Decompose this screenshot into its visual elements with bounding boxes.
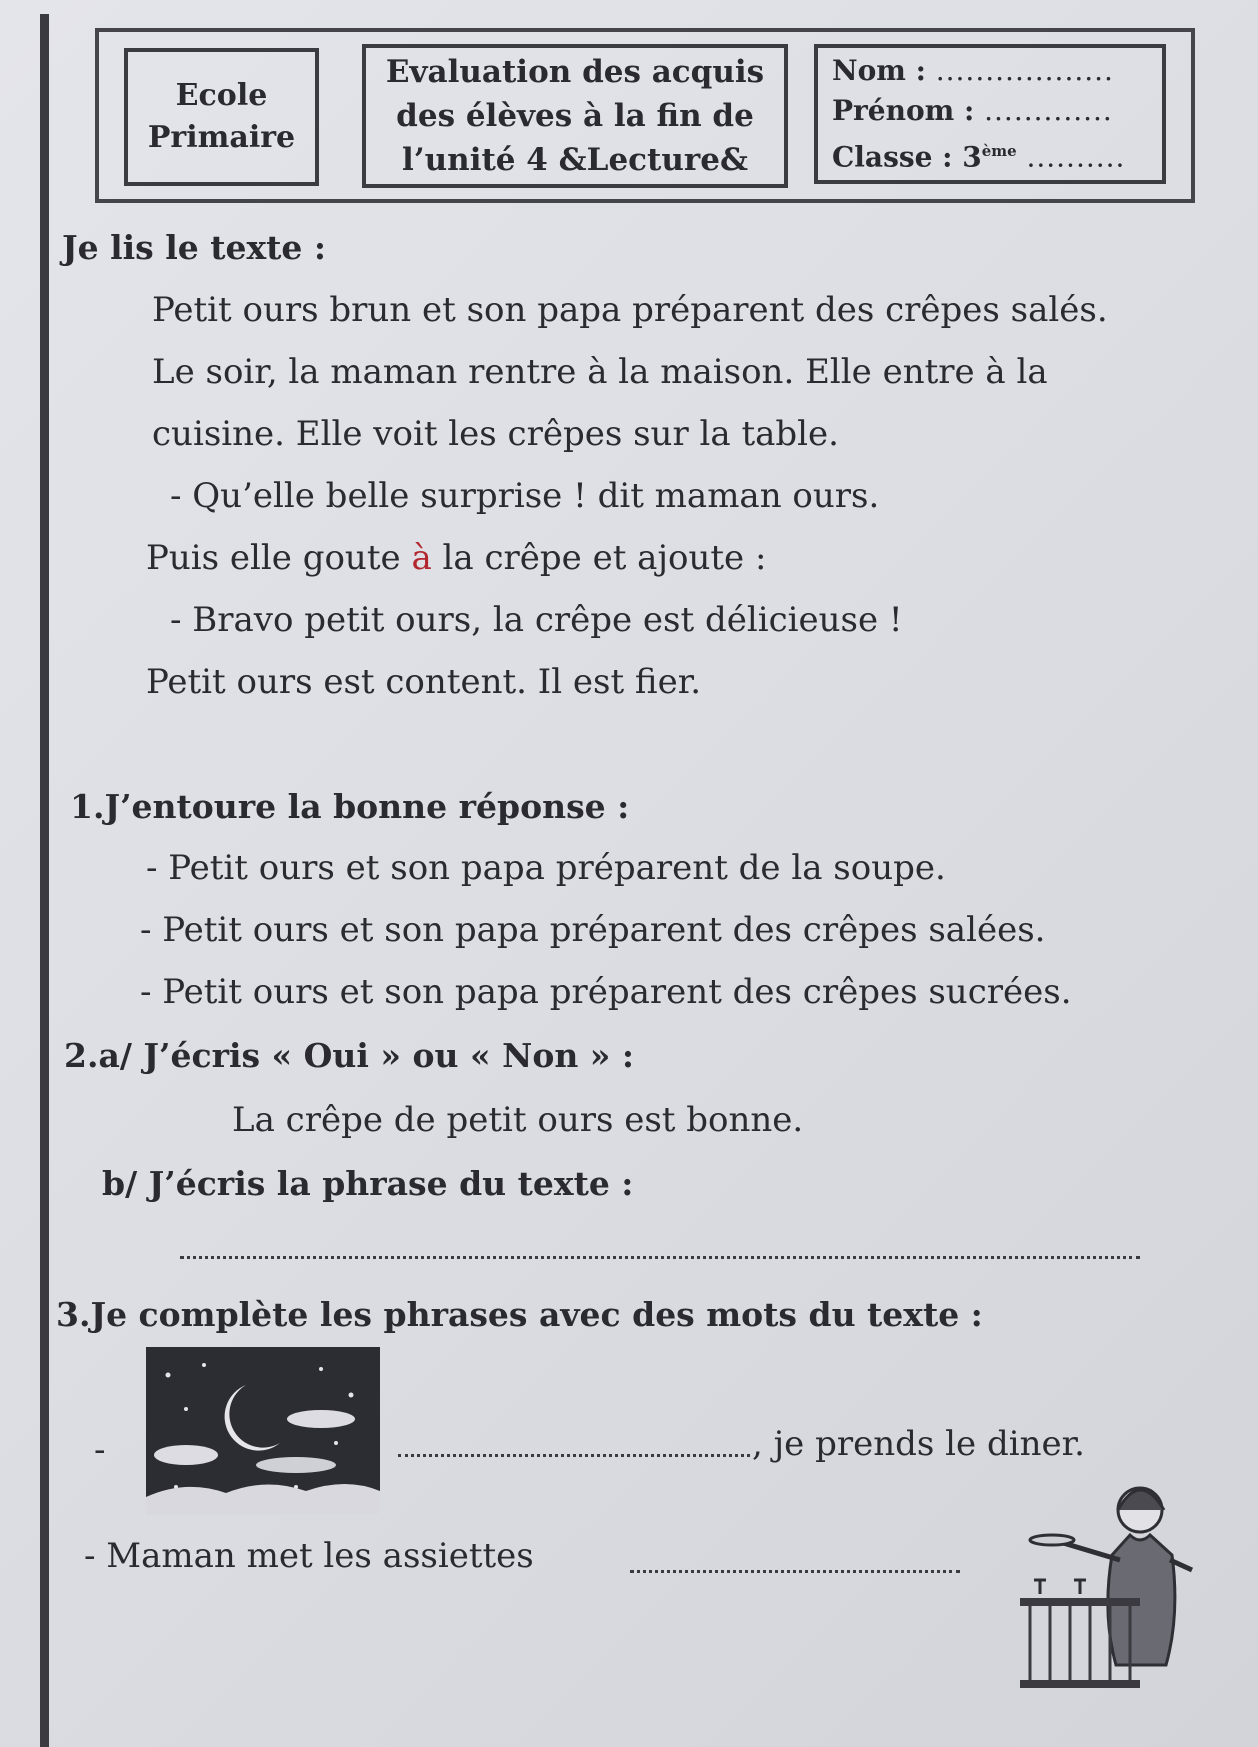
classe-blank[interactable]: ..........	[1026, 140, 1126, 174]
classe-label: Classe : 3	[832, 140, 982, 174]
student-id-box	[814, 44, 1166, 184]
prenom-label: Prénom :	[832, 93, 975, 127]
reading-line-3: cuisine. Elle voit les crêpes sur la table.	[152, 414, 839, 454]
nom-row[interactable]	[832, 51, 1162, 91]
q2a-sentence[interactable]: La crêpe de petit ours est bonne.	[232, 1100, 804, 1140]
nom-label: Nom :	[832, 53, 926, 87]
q3-sentence-1-end: , je prends le diner.	[752, 1424, 1085, 1464]
reading-line-7: Petit ours est content. Il est fier.	[146, 662, 702, 702]
eval-line-2: des élèves à la fin de	[396, 98, 754, 134]
evaluation-title-box	[362, 44, 788, 188]
prenom-blank[interactable]: .............	[984, 93, 1113, 127]
q3-blank-1[interactable]	[398, 1454, 750, 1457]
eval-line-3: l’unité 4 &Lecture&	[402, 142, 748, 178]
q2a-heading: 2.a/ J’écris « Oui » ou « Non » :	[64, 1036, 635, 1075]
reading-line-6: - Bravo petit ours, la crêpe est délicieuse !	[170, 600, 903, 640]
reading-heading: Je lis le texte :	[62, 228, 327, 267]
q3-blank-2[interactable]	[630, 1570, 960, 1573]
left-margin-rule	[40, 14, 49, 1747]
nom-blank[interactable]: ..................	[935, 53, 1114, 87]
school-line-1: Ecole	[175, 78, 268, 113]
q1-option-2[interactable]: - Petit ours et son papa préparent des crêpes salées.	[140, 910, 1046, 950]
woman-setting-table-image	[1020, 1480, 1210, 1695]
classe-row[interactable]	[832, 131, 1162, 177]
reading-line-5-end: la crêpe et ajoute :	[442, 538, 767, 578]
reading-line-5-start: Puis elle goute	[146, 538, 401, 578]
prenom-row[interactable]	[832, 91, 1162, 131]
q3-sentence-2: - Maman met les assiettes	[84, 1536, 534, 1576]
reading-line-4: - Qu’elle belle surprise ! dit maman ours.	[170, 476, 880, 516]
q2b-answer-line[interactable]	[180, 1256, 1140, 1259]
q3-dash-1: -	[94, 1430, 106, 1470]
reading-line-5	[146, 538, 766, 578]
school-box	[124, 48, 319, 186]
reading-line-2: Le soir, la maman rentre à la maison. Elle entre à la	[152, 352, 1048, 392]
night-moon-image	[146, 1347, 380, 1515]
q2b-heading: b/ J’écris la phrase du texte :	[102, 1164, 634, 1203]
q3-heading: 3.Je complète les phrases avec des mots du texte :	[56, 1295, 983, 1334]
school-line-2: Primaire	[147, 120, 296, 155]
q1-option-1[interactable]: - Petit ours et son papa préparent de la soupe.	[146, 848, 946, 888]
q1-heading: 1.J’entoure la bonne réponse :	[70, 787, 630, 826]
q1-option-3[interactable]: - Petit ours et son papa préparent des crêpes sucrées.	[140, 972, 1072, 1012]
eval-line-1: Evaluation des acquis	[385, 54, 765, 90]
classe-superscript: ème	[981, 141, 1017, 160]
crossed-word: à	[411, 538, 432, 578]
reading-line-1: Petit ours brun et son papa préparent des crêpes salés.	[152, 290, 1108, 330]
